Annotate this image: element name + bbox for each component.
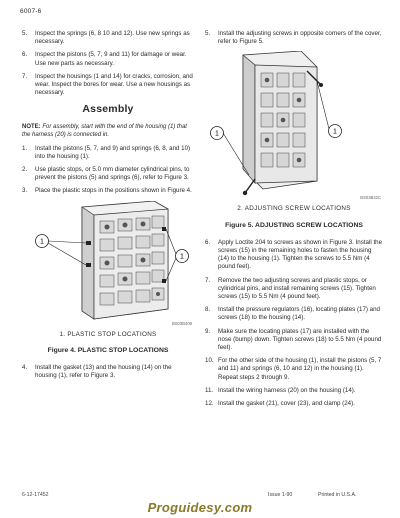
figure-5	[205, 51, 383, 229]
step-text: Inspect the pistons (5, 7, 9 and 11) for damage or wear. Use new parts as necessary.	[35, 51, 187, 67]
step-text: Place the plastic stops in the positions shown in Figure 4.	[35, 187, 192, 195]
assembly-note	[22, 123, 194, 139]
step-number: 6.	[205, 238, 211, 246]
step-text: Inspect the housings (1 and 14) for cracks, corrosion, and wear. Inspect the bores for wear. Use a new housings as necessary.	[35, 72, 193, 97]
procedure-step	[205, 30, 383, 46]
step-text: Use plastic stops, or 5.0 mm diameter cylindrical pins, to prevent the pistons (5) and springs (6), refer to Figure 3.	[35, 166, 190, 182]
procedure-step	[22, 166, 194, 182]
step-number: 5.	[205, 30, 211, 37]
callout-label: 1	[40, 238, 44, 246]
procedure-step	[205, 400, 383, 408]
page-number: 6007-6	[20, 8, 42, 15]
procedure-step	[22, 51, 194, 67]
figure-4-callout-caption: 1. PLASTIC STOP LOCATIONS	[59, 330, 157, 338]
figure-id: BS03B409	[171, 320, 192, 326]
procedure-step	[22, 187, 194, 195]
assembly-steps	[22, 145, 194, 196]
figure-4	[22, 201, 194, 355]
footer-middle: Issue 1-90	[268, 492, 293, 498]
step-number: 8.	[205, 306, 211, 314]
step-number: 6.	[22, 51, 28, 59]
step-number: 9.	[205, 327, 211, 335]
step-number: 7.	[22, 72, 28, 80]
procedure-step	[205, 357, 383, 382]
step-text: Apply Loctite 204 to screws as shown in Figure 3. Install the screws (15) in the remaining holes to fasten the housing (14) to the housing (1). Tighten the screws to 5.5 Nm (4 pound feet).	[218, 238, 383, 271]
procedure-step	[22, 145, 194, 161]
step-number: 11.	[205, 386, 214, 394]
procedure-step	[205, 306, 383, 322]
procedure-step	[22, 73, 194, 98]
step-text: Install the pistons (5, 7, and 9) and springs (6, 8, and 10) into the housing (1).	[35, 144, 191, 160]
assembly-heading: Assembly	[82, 103, 134, 116]
step-text: Make sure the locating plates (17) are installed with the nose (bump) down. Tighten screws (18) to 5.5 Nm (4 pound feet).	[218, 327, 382, 352]
step-text: Inspect the springs (6, 8 10 and 12). Use new springs as necessary.	[35, 30, 190, 46]
right-top-steps	[205, 30, 383, 46]
step-number: 10.	[205, 357, 214, 365]
procedure-step	[205, 328, 383, 353]
callout-label: 1	[333, 128, 337, 136]
step-text: Install the gasket (13) and the housing (14) on the housing (1), refer to Figure 3.	[35, 364, 172, 380]
procedure-step	[205, 277, 383, 302]
step-number: 12.	[205, 400, 214, 408]
step-number: 3.	[22, 187, 28, 195]
figure-id: BS03B42C	[360, 195, 381, 201]
note-label: NOTE:	[22, 123, 41, 130]
procedure-step	[205, 239, 383, 272]
step-text: For the other side of the housing (1), install the pistons (5, 7 and 11) and springs (6, 10 and 12) in the housing (1). Repeat steps 2 through 9.	[218, 357, 382, 381]
figure-5-caption: Figure 5. ADJUSTING SCREW LOCATIONS	[225, 221, 363, 229]
left-top-steps	[22, 30, 194, 97]
watermark: Proguidesy.com	[147, 500, 253, 515]
step-text: Install the adjusting screws in opposite corners of the cover, refer to Figure 5.	[218, 30, 382, 46]
figure-5-callout-caption: 2. ADJUSTING SCREW LOCATIONS	[237, 205, 351, 213]
callout-label: 1	[215, 130, 219, 138]
step-number: 4.	[22, 364, 28, 372]
right-bottom-steps	[205, 239, 383, 408]
note-text: For assembly, start with the end of the housing (1) that the harness (20) is connected in.	[22, 123, 187, 138]
step-text: Remove the two adjusting screws and plastic stops, or cylindrical pins, and install remaining screws (15). Tighten screws (15) to 5.5 Nm (4 pound feet).	[218, 276, 376, 301]
step-text: Install the pressure regulators (16), locating plates (17) and screws (18) to the housing (14).	[218, 306, 380, 322]
step-number: 2.	[22, 166, 28, 174]
step-text: Install the wiring harness (20) on the housing (14).	[218, 386, 356, 394]
procedure-step	[22, 30, 194, 46]
cover-illustration	[205, 51, 383, 203]
figure-4-caption: Figure 4. PLASTIC STOP LOCATIONS	[47, 346, 169, 354]
footer-left: 6-12-17452	[22, 492, 49, 498]
right-column	[205, 30, 383, 413]
step-number: 1.	[22, 144, 28, 152]
step-number: 7.	[205, 276, 211, 284]
footer-right: Printed in U.S.A.	[318, 492, 357, 498]
left-bottom-steps	[22, 364, 194, 380]
step-text: Install the gasket (21), cover (23), and clamp (24).	[218, 400, 355, 408]
valve-body-illustration	[22, 201, 194, 329]
procedure-step	[22, 364, 194, 380]
left-column	[22, 30, 194, 385]
callout-label: 1	[180, 253, 184, 261]
step-number: 5.	[22, 30, 28, 37]
procedure-step	[205, 387, 383, 395]
